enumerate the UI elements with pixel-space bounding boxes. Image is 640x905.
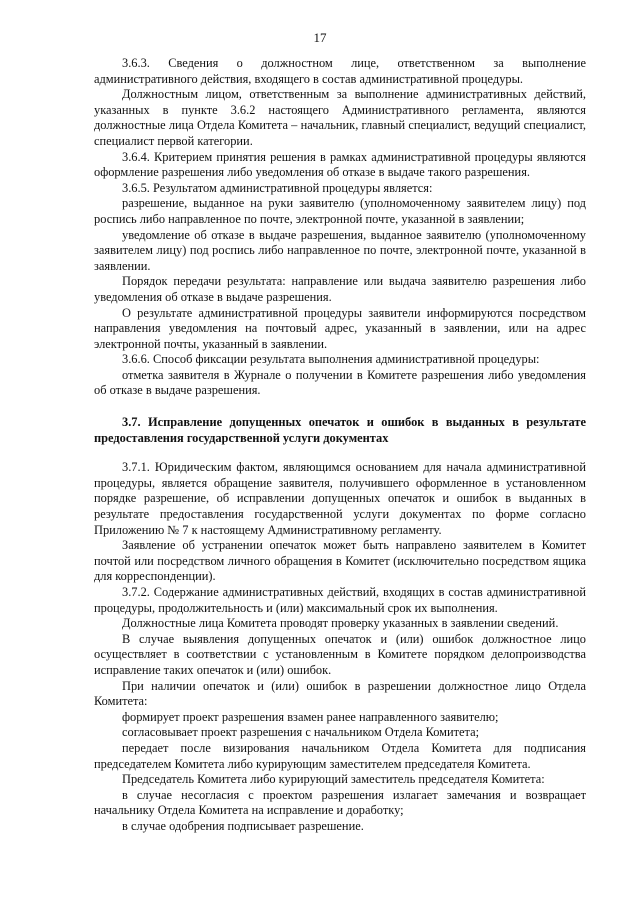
paragraph-disagreement: в случае несогласия с проектом разрешения излагает замечания и возвращает начальнику Отдела Комитета на исправление и доработку; [94,787,586,818]
paragraph-verification: Должностные лица Комитета проводят проверку указанных в заявлении сведений. [122,616,559,631]
paragraph-approve-draft: согласовывает проект разрешения с начальником Отдела Комитета; [122,725,480,740]
paragraph-3-6-4: 3.6.4. Критерием принятия решения в рамках административной процедуры являются оформление разрешения либо уведомления об отказе в выдаче такого разрешения. [94,149,586,180]
page-number: 17 [313,30,327,45]
paragraph-pass-for-signing: передает после визирования начальником Отдела Комитета для подписания председателем Комитета либо курирующим заместителем председателя Комитета. [94,740,586,771]
paragraph-journal-mark: отметка заявителя в Журнале о получении в Комитете разрешения либо уведомления об отказе в выдаче разрешения. [94,367,586,398]
paragraph-3-7-2: 3.7.2. Содержание административных действий, входящих в состав административной процедуры, продолжительность и (или) максимальный срок их выполнения. [94,585,586,615]
page-content [94,56,586,835]
paragraph-approval: в случае одобрения подписывает разрешение. [122,818,364,833]
paragraph-3-6-5: 3.6.5. Результатом административной процедуры является: [122,180,433,195]
paragraph-official-actions: При наличии опечаток и (или) ошибок в разрешении должностное лицо Отдела Комитета: [94,678,586,709]
paragraph-result-refusal: уведомление об отказе в выдаче разрешения, выданное заявителю (уполномоченному заявителем лицу) под роспись либо направленное по почте, электронной почте, указанной в заявлении. [94,227,586,273]
paragraph-result-permit: разрешение, выданное на руки заявителю (уполномоченному заявителем лицу) под роспись либо направленное по почте, электронной почте, указанной в заявлении; [94,196,586,226]
paragraph-3-7-1: 3.7.1. Юридическим фактом, являющимся основанием для начала административной процедуры, является обращение заявителя, получившего оформленное в установленном порядке разрешение, об исправлении допущенных опечаток и ошибок в выданных в результате предоставления государственной услуги документах по форме согласно Приложению № 7 к настоящему Административному регламенту. [94,460,586,537]
paragraph-draft-permit: формирует проект разрешения взамен ранее направленного заявителю; [122,709,499,724]
paragraph-3-6-3: 3.6.3. Сведения о должностном лице, ответственном за выполнение административного действия, входящего в состав административной процедуры. [94,56,586,86]
paragraph-typo-application: Заявление об устранении опечаток может быть направлено заявителем в Комитет почтой или посредством личного обращения в Комитет (исключительно посредством ящика для корреспонденции). [94,538,586,584]
paragraph-applicant-informing: О результате административной процедуры заявители информируются посредством направления уведомления на почтовый адрес, указанный в заявлении, или на адрес электронной почты, указанный в заявлении. [94,305,586,351]
paragraph-chairman: Председатель Комитета либо курирующий заместитель председателя Комитета: [122,772,545,787]
paragraph-error-correction: В случае выявления допущенных опечаток и (или) ошибок должностное лицо осуществляет в соответствии с установленным в Комитете порядком делопроизводства исправление таких опечаток и (или) ошибок. [94,631,586,677]
paragraph-transfer-order: Порядок передачи результата: направление или выдача заявителю разрешения либо уведомления об отказе в выдаче разрешения. [94,274,586,304]
paragraph-responsible-officials: Должностным лицом, ответственным за выполнение административных действий, указанных в пункте 3.6.2 настоящего Административного регламента, являются должностные лица Отдела Комитета – начальник, главный специалист, ведущий специалист, специалист первой категории. [94,87,586,148]
section-heading-3-7: 3.7. Исправление допущенных опечаток и ошибок в выданных в результате предоставления государственной услуги документах [94,415,586,445]
paragraph-3-6-6: 3.6.6. Способ фиксации результата выполнения административной процедуры: [122,352,540,367]
